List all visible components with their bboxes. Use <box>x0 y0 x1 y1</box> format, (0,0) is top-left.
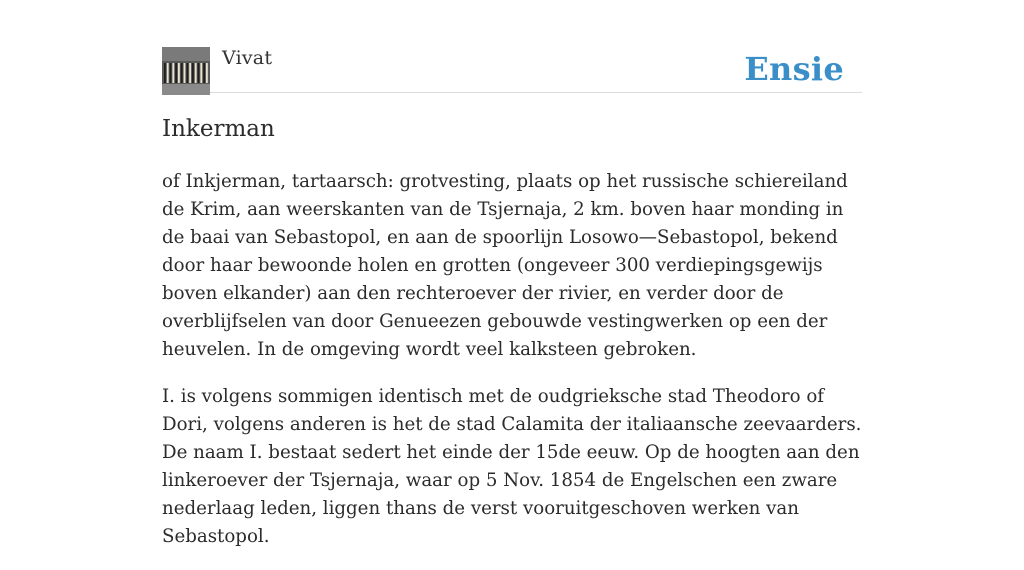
paragraph: I. is volgens sommigen identisch met de oudgrieksche stad Theodoro of Dori, volgens anderen is het de stad Calamita der italiaansche zeevaarders. De naam I. bestaat sedert het einde der 15de eeuw. Op de hoogten aan den linkeroever der Tsjernaja, waar op 5 Nov. 1854 de Engelschen een zware nederlaag leden, liggen thans de verst vooruitgeschoven werken van Sebastopol. <box>162 386 862 547</box>
page <box>162 0 862 547</box>
paragraph: of Inkjerman, tartaarsch: grotvesting, plaats op het russische schiereiland de Krim, aan weerskanten van de Tsjernaja, 2 km. boven haar monding in de baai van Sebastopol, en aan de spoorlijn Losowo—Sebastopol, bekend door haar bewoonde holen en grotten (ongeveer 300 verdiepingsgewijs boven elkander) aan den rechteroever der rivier, en verder door de overblijfselen van door Genueezen gebouwde vestingwerken op een der heuvelen. In de omgeving wordt veel kalksteen gebroken. <box>162 171 848 360</box>
article-body <box>162 168 862 570</box>
header <box>162 46 862 93</box>
article-title: Inkerman <box>162 116 275 142</box>
source-name[interactable]: Vivat <box>222 47 273 69</box>
brand-logo[interactable]: Ensie <box>744 50 844 88</box>
books-photo-icon <box>162 47 210 95</box>
avatar[interactable] <box>162 47 210 95</box>
